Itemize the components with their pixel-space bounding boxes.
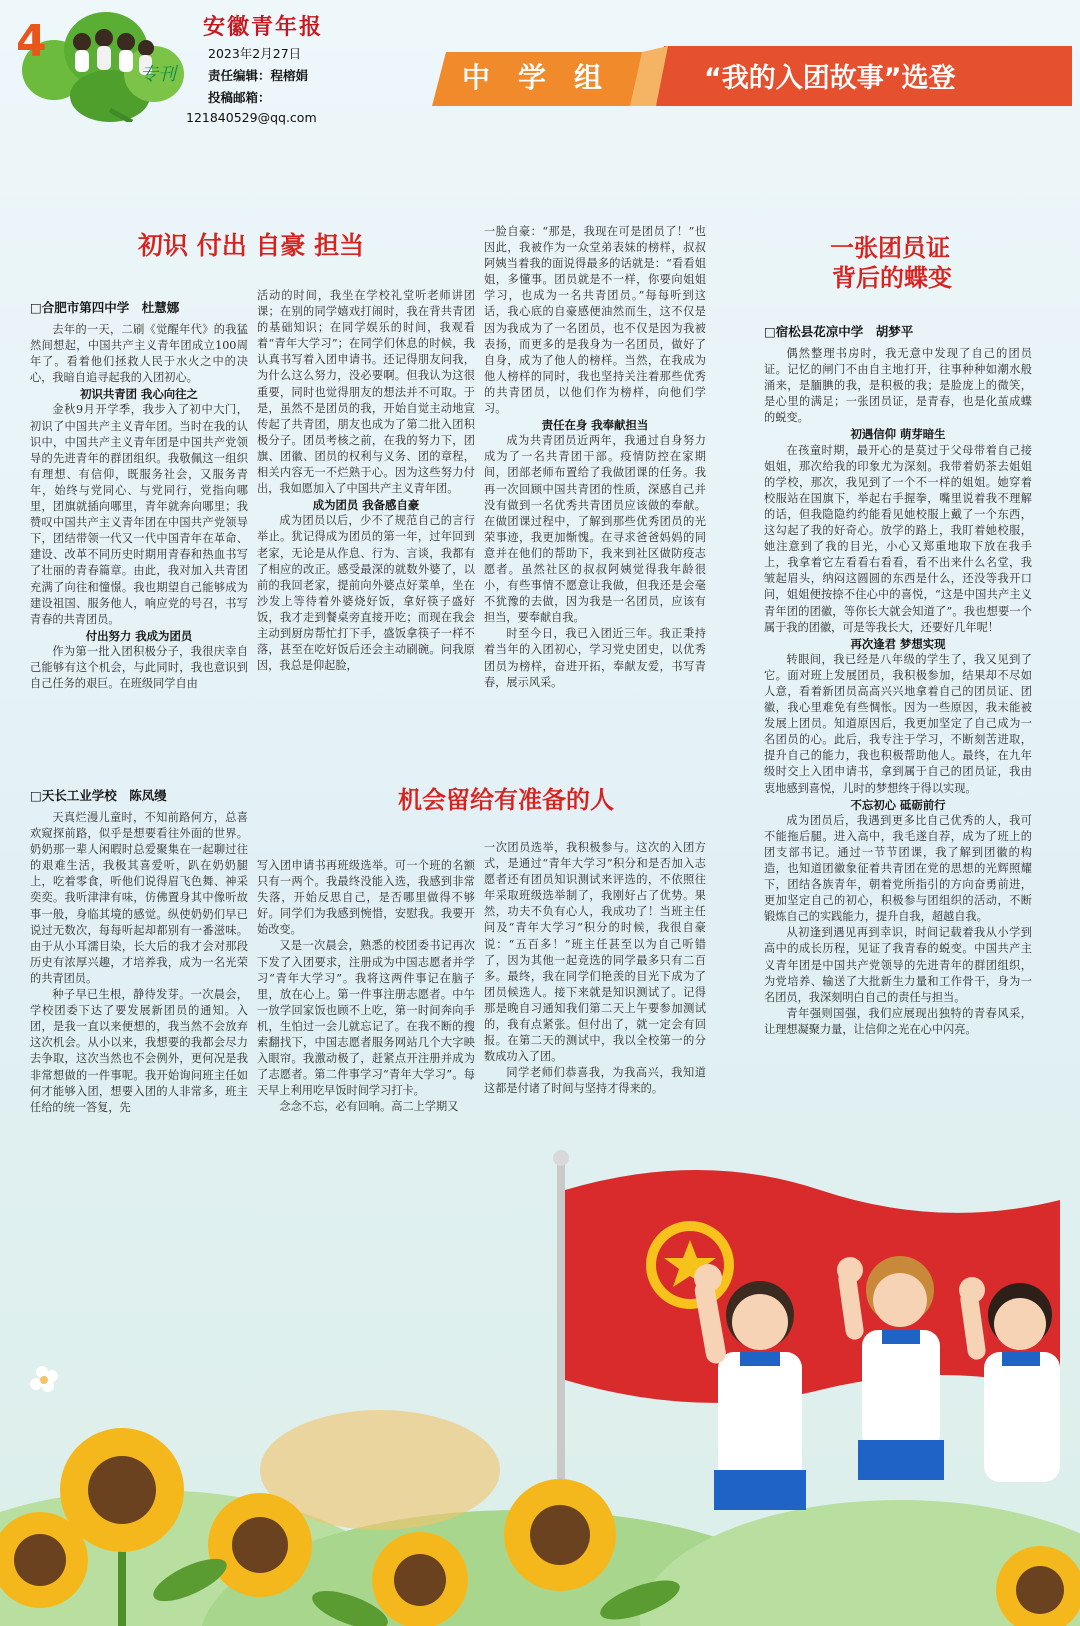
youth-league-emblem-icon xyxy=(646,1221,734,1309)
paragraph: 在孩童时期，最开心的是莫过于父母带着自己接姐姐，那次给我的印象尤为深刻。我带着奶茶去姐姐的学校，那次，我见到了一个不一样的姐姐。她穿着校服站在国旗下，举起右手握拳，嘴里说着我不理解的话，但我隐隐约约能看见她校服上戴了一个东西，这勾起了我的好奇心。放学的路上，我盯着她校服，她注意到了我的目光，小心又郑重地取下放在我手上，我拿着它左看看右看看，看不出来什么名堂，我皱起眉头，纳闷这圆圆的东西是什么，还没等我开口问，姐姐便按捺不住心中的喜悦，“这是中国共产主义青年团的团徽，等你长大就会知道了”。我也想要一个属于我的团徽，可是等我长大，还要好几年呢！ xyxy=(764,443,1032,634)
paragraph: 活动的时间，我坐在学校礼堂听老师讲团课；在别的同学嬉戏打闹时，我在背共青团的基础知识；在同学娱乐的时间，我观看着“青年大学习”；在同学们休息的时候，我认真书写着入团申请书。还记得朋友问我，为什么这么努力，没必要啊。但我认为这很重要，同时也觉得朋友的想法并不可取。于是，虽然不是团员的我，开始自觉主动地宣传起了共青团，朋友也成为了第二批入团积极分子。团员考核之前，在我的努力下，团旗、团徽、团员的权利与义务、团的章程，相关内容无一不烂熟于心。因为这些努力付出，我如愿加入了中国共产主义青年团。 xyxy=(257,289,475,496)
paragraph: 成为团员后，我遇到更多比自己优秀的人，我可不能拖后腿。进入高中，我毛遂自荐，成为了班上的团支部书记。通过一节节团课，我了解到团徽的构造，也知道团徽象征着共青团在党的思想的光辉照耀下，团结各族青年，朝着党所指引的方向奋勇前进，更加坚定自己的初心，积极参与团组织的活动，不断锻炼自己的实践能力，提升自我，超越自我。 xyxy=(764,813,1032,924)
group-char-3: 组 xyxy=(574,61,603,94)
white-flower-icon xyxy=(30,1366,58,1392)
article1-col2 xyxy=(257,288,475,742)
article2-title-line1: 一张团员证 xyxy=(830,234,950,262)
subheading: 责任在身 我奉献担当 xyxy=(541,418,649,433)
article3-col3 xyxy=(484,840,706,1140)
masthead: 安徽青年报 xyxy=(203,14,324,40)
paragraph: 转眼间，我已经是八年级的学生了，我又见到了它。面对班上发展团员，我积极参加，结果却不尽如人意，看着新团员高高兴兴地拿着自己的团员证、团徽，我心里难免有些惆怅。因为一些原因，我未能被发展上团员。知道原因后，我更加坚定了自己成为一名团员的心。此后，我专注于学习，不断刻苦进取，提升自己的能力，我也积极帮助他人。最终，在九年级时交上入团申请书，拿到属于自己的团员证，我由衷地感到喜悦，儿时的梦想终于得以实现。 xyxy=(764,652,1032,795)
article2-author: □宿松县花凉中学 胡梦平 xyxy=(764,324,914,339)
article3-author: □天长工业学校 陈凤缦 xyxy=(30,788,167,803)
paragraph: 一脸自豪：“那是，我现在可是团员了！”也因此，我被作为一众堂弟表妹的榜样，叔叔阿姨当着我的面说得最多的话就是：“看看姐姐，多懂事。团员就是不一样，你要向姐姐学习，也成为一名共青团员。”每每听到这话，我心底的自豪感便油然而生，这不仅是因为我成为了一名团员，也不仅是因为我被表扬，而更多的是我身为一名团员，做好了自身，成为了他人的榜样。当然，在我成为他人榜样的同时，我也坚持关注着那些优秀的共青团员，以他们作为榜样，向他们学习。 xyxy=(484,225,706,416)
paragraph: 念念不忘，必有回响。高二上学期又 xyxy=(279,1100,459,1114)
submission-email: 121840529@qq.com xyxy=(186,110,317,125)
article1-title: 初识 付出 自豪 担当 xyxy=(138,231,365,260)
paragraph: 时至今日，我已入团近三年。我正秉持着当年的入团初心，学习党史团史，以优秀团员为榜样，奋进开拓，奉献友爱，书写青春，展示风采。 xyxy=(484,627,706,689)
subheading: 初识共青团 我心向往之 xyxy=(80,387,198,402)
sunflower-icon xyxy=(504,1479,616,1591)
page-number: 4 xyxy=(16,16,47,67)
paragraph: 青年强则国强，我们应展现出独特的青春风采，让理想凝聚力量，让信仰之光在心中闪亮。 xyxy=(764,1006,1032,1036)
banner-title: “我的入团故事”选登 xyxy=(704,63,956,94)
paragraph: 天真烂漫儿童时，不知前路何方，总喜欢窥探前路，似乎是想要看往外面的世界。奶奶那一辈人闲暇时总爱聚集在一起聊过往的艰难生活，我极其喜爱听，趴在奶奶腿上，吃着零食，听他们说得眉飞色舞、神采奕奕。我听津津有味，仿佛置身其中像听故事一般，身临其境的感觉。纵使奶奶们早已说过无数次，每每听起却都别有一番滋味。由于从小耳濡目染，长大后的我才会对那段历史有浓厚兴趣，才培养我，成为一名光荣的共青团员。 xyxy=(30,811,248,985)
youth-league-illustration xyxy=(0,1140,1080,1626)
article3-col1 xyxy=(30,810,248,1140)
paragraph: 去年的一天，二刷《觉醒年代》的我猛然间想起，中国共产主义青年团成立100周年了。看着他们拯救人民于水火之中的决心，我暗自追寻起我的入团初心。 xyxy=(30,323,248,385)
paragraph: 写入团申请书再班级选举。可一个班的名额只有一两个。我最终没能入选，我感到非常失落，开始反思自己，是否哪里做得不够好。同学们为我感到惋惜，安慰我。我要开始改变。 xyxy=(257,859,475,937)
email-label: 投稿邮箱： xyxy=(208,90,271,105)
paragraph: 成为共青团员近两年，我通过自身努力成为了一名共青团干部。疫情防控在家期间，团部老师布置给了我做团课的任务。我再一次回顾中国共青团的性质，深感自己并没有做到一名优秀共青团员应该做的奉献。在做团课过程中，了解到那些优秀团员的光荣事迹，我更加惭愧。在寻求爸爸妈妈的同意并在他们的帮助下，我来到社区做防疫志愿者。虽然社区的叔叔阿姨觉得我年龄很小，有些事情不愿意让我做，但我还是会毫不犹豫的去做，因为我是一名团员，应该有担当，要奉献自我。 xyxy=(484,434,706,625)
sunflower-icon xyxy=(208,1493,312,1597)
student-figure xyxy=(959,1277,1060,1482)
paragraph: 偶然整理书房时，我无意中发现了自己的团员证。记忆的闸门不由自主地打开，往事种种如潮水般涌来，是腼腆的我，是积极的我；是脸庞上的微笑，是心里的满足；一张团员证，是青春，也是化茧成蝶的蜕变。 xyxy=(764,347,1032,425)
paragraph: 又是一次晨会，熟悉的校团委书记再次下发了入团要求，注册成为中国志愿者并学习“青年大学习”。我将这两件事记在脑子里，放在心上。第一件事注册志愿者。中午一放学回家饭也顾不上吃，第一时间奔向手机，生怕过一会儿就忘记了。在我不断的搜索翻找下，中国志愿者服务网站几个大字映入眼帘。我激动极了，赶紧点开注册并成为了志愿者。第二件事学习“青年大学习”。每天早上利用吃早饭时间学习打卡。 xyxy=(257,939,475,1098)
article1-author: □合肥市第四中学 杜慧娜 xyxy=(30,300,180,315)
paragraph: 成为团员以后，少不了规范自己的言行举止。犹记得成为团员的第一年，过年回到老家，无论是从作息、行为、言谈，我都有了相应的改正。感受最深的就数外婆了，以前的我回老家，提前向外婆点好菜单，坐在沙发上等待着外婆烧好饭，拿好筷子盛好饭，我才走到餐桌旁直接开吃；而现在我会主动到厨房帮忙打下手，盛饭拿筷子一样不落，甚至在吃好饭后还会主动刷碗。问我原因，我总是仰起脸， xyxy=(257,514,475,673)
paragraph: 种子早已生根，静待发芽。一次晨会，学校团委下达了要发展新团员的通知。入团，是我一直以来便想的，我当然不会放弃这次机会。从小以来，我想要的我都会尽力去争取，这次当然也不会例外，更何况是我非常想做的一件事呢。我开始询问班主任如何才能够入团，想要入团的人非常多，班主任给的统一答复，先 xyxy=(30,988,248,1114)
group-char-1: 中 xyxy=(462,61,491,94)
editor-credit: 责任编辑：程榕娟 xyxy=(208,68,309,83)
section-label: 专刊 xyxy=(140,64,176,85)
article3-title: 机会留给有准备的人 xyxy=(398,786,614,814)
article3-col2 xyxy=(257,858,475,1140)
flag-pole xyxy=(557,1160,565,1520)
subheading: 初遇信仰 萌芽暗生 xyxy=(850,427,946,442)
subheading: 成为团员 我备感自豪 xyxy=(312,498,420,513)
group-char-2: 学 xyxy=(518,61,547,94)
sunflower-icon xyxy=(372,1532,468,1626)
paragraph: 作为第一批入团积极分子，我很庆幸自己能够有这个机会，与此同时，我也意识到自己任务的艰巨。在班级同学自由 xyxy=(30,644,248,691)
paragraph: 从初逢到遇见再到幸识，时间记载着我从小学到高中的成长历程，见证了我青春的蜕变。中国共产主义青年团是中国共产党领导的先进青年的群团组织，为党培养、输送了大批新生力量和工作骨干，身为一名团员，我深刻明白自己的责任与担当。 xyxy=(764,926,1032,1004)
paragraph: 金秋9月开学季，我步入了初中大门，初识了中国共产主义青年团。当时在我的认识中，中国共产主义青年团是中国共产党领导的先进青年的群团组织。我敬佩这一组织有理想、有信仰，既服务社会，又服务青年，始终与党同心、与党同行，党指向哪里，团旗就插向哪里，青年就奔向哪里；我赞叹中国共产主义青年团在中国共产党领导下，团结带领一代又一代中国青年在革命、建设、改革不同历史时期用青春和热血书写了壮丽的青春篇章。由此，我对加入共青团充满了向往和憧憬。我也期望自己能够成为建设祖国、服务他人，响应党的号召，书写青春的共青团员。 xyxy=(30,403,248,626)
subheading: 不忘初心 砥砺前行 xyxy=(850,797,946,812)
paragraph: 一次团员选举，我积极参与。这次的入团方式，是通过“青年大学习”积分和是否加入志愿者还有团员知识测试来评选的，不依照往年采取班级选举制了，我刚好占了优势。果然，功夫不负有心人，我成功了！当班主任问及“青年大学习”积分的时候，我很自豪说：“五百多！”班主任甚至以为自己听错了，因为其他一起竞选的同学最多只有二百多。最终，我在同学们艳羡的目光下成为了团员候选人。接下来就是知识测试了。记得那是晚自习通知我们第二天上午要参加测试的，我有点紧张。但付出了，就一定会有回报。在第二天的测试中，我以全校第一的分数成功入了团。 xyxy=(484,841,706,1064)
paragraph: 同学老师们恭喜我，为我高兴，我知道这都是付诸了时间与坚持才得来的。 xyxy=(484,1066,706,1096)
article1-col1 xyxy=(30,322,248,742)
article1-col3 xyxy=(484,224,706,742)
issue-date: 2023年2月27日 xyxy=(208,46,302,61)
subheading: 再次逢君 梦想实现 xyxy=(850,636,946,651)
article2-col xyxy=(764,346,1032,1146)
subheading: 付出努力 我成为团员 xyxy=(85,628,193,643)
article2-title-line2: 背后的蝶变 xyxy=(832,264,952,292)
